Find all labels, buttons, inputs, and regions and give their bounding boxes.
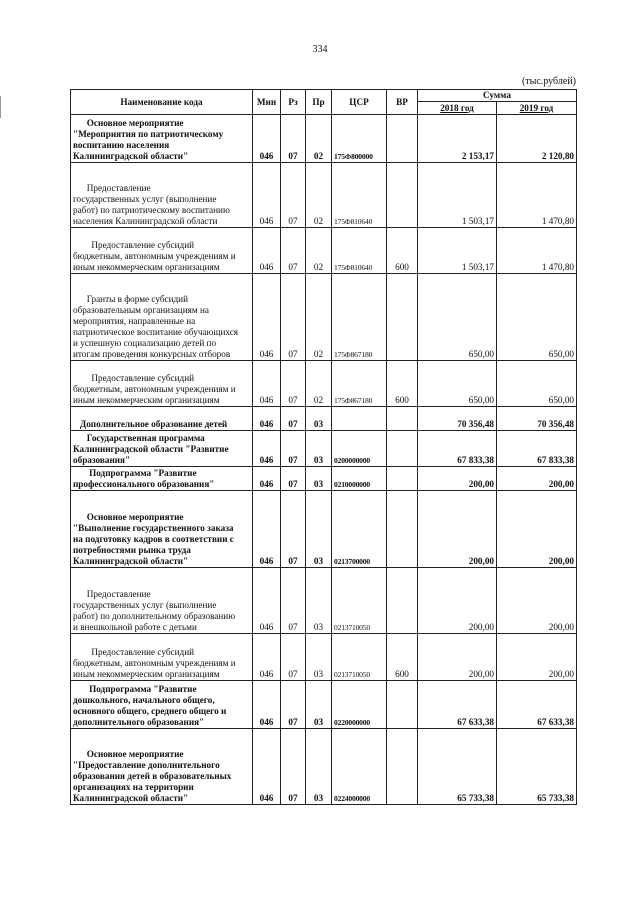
row-rz: 07 [281, 568, 306, 634]
row-vr [387, 431, 418, 467]
row-name: Основное мероприятие "Выполнение государственного заказа на подготовку кадров в соответствии с потребностями рынка труда Калининградской области" [71, 491, 253, 568]
row-amount-2018: 65 733,38 [418, 729, 497, 805]
row-min: 046 [253, 431, 281, 467]
row-min: 046 [253, 163, 281, 228]
table-row [71, 407, 577, 431]
row-amount-2019: 200,00 [497, 491, 577, 568]
row-pr: 02 [306, 274, 332, 361]
row-name: Предоставление субсидий бюджетным, автономным учреждениям и иным некоммерческим организациям [71, 228, 253, 274]
table-row [71, 681, 577, 729]
table-body [71, 115, 577, 805]
row-min: 046 [253, 568, 281, 634]
row-amount-2019: 650,00 [497, 274, 577, 361]
row-min: 046 [253, 274, 281, 361]
header-rz: Рз [281, 90, 306, 115]
row-csr [332, 407, 387, 431]
row-rz: 07 [281, 431, 306, 467]
row-name: Подпрограмма "Развитие дошкольного, начального общего, основного общего, среднего общего и дополнительного образования" [71, 681, 253, 729]
row-rz: 07 [281, 115, 306, 163]
row-amount-2019: 1 470,80 [497, 163, 577, 228]
table-row [71, 115, 577, 163]
row-csr: 0213710050 [332, 634, 387, 681]
table-row [71, 274, 577, 361]
row-name: Предоставление субсидий бюджетным, автономным учреждениям и иным некоммерческим организациям [71, 361, 253, 407]
row-vr: 600 [387, 361, 418, 407]
page-edge-mark [0, 96, 3, 118]
row-name: Предоставление государственных услуг (выполнение работ) по дополнительному образованию и внешкольной работе с детьми [71, 568, 253, 634]
row-pr: 02 [306, 228, 332, 274]
budget-table [70, 89, 577, 805]
row-vr [387, 729, 418, 805]
row-min: 046 [253, 491, 281, 568]
row-amount-2018: 200,00 [418, 568, 497, 634]
row-csr: 175Ф867180 [332, 361, 387, 407]
row-amount-2018: 67 833,38 [418, 431, 497, 467]
header-csr: ЦСР [332, 90, 387, 115]
row-vr: 600 [387, 634, 418, 681]
row-amount-2018: 67 633,38 [418, 681, 497, 729]
table-row [71, 163, 577, 228]
row-amount-2018: 1 503,17 [418, 163, 497, 228]
row-vr [387, 681, 418, 729]
row-name: Подпрограмма "Развитие профессионального образования" [71, 467, 253, 491]
row-vr [387, 163, 418, 228]
row-csr: 0200000000 [332, 431, 387, 467]
row-csr: 175Ф800000 [332, 115, 387, 163]
row-name: Гранты в форме субсидий образовательным организациям на мероприятия, направленные на патриотическое воспитание обучающихся и успешную социализацию детей по итогам проведения конкурсных отборов [71, 274, 253, 361]
table-row [71, 729, 577, 805]
row-min: 046 [253, 681, 281, 729]
table-row [71, 228, 577, 274]
header-pr: Пр [306, 90, 332, 115]
row-csr: 175Ф867180 [332, 274, 387, 361]
row-rz: 07 [281, 163, 306, 228]
table-row [71, 467, 577, 491]
row-name: Предоставление субсидий бюджетным, автономным учреждениям и иным некоммерческим организациям [71, 634, 253, 681]
row-amount-2019: 67 633,38 [497, 681, 577, 729]
row-pr: 03 [306, 491, 332, 568]
row-amount-2018: 2 153,17 [418, 115, 497, 163]
row-min: 046 [253, 729, 281, 805]
row-csr: 0213700000 [332, 491, 387, 568]
page-number: 334 [312, 44, 328, 55]
row-amount-2019: 200,00 [497, 467, 577, 491]
row-min: 046 [253, 634, 281, 681]
row-amount-2019: 70 356,48 [497, 407, 577, 431]
table-row [71, 491, 577, 568]
row-csr: 175Ф810640 [332, 228, 387, 274]
row-rz: 07 [281, 467, 306, 491]
row-rz: 07 [281, 361, 306, 407]
row-csr: 0210000000 [332, 467, 387, 491]
row-vr: 600 [387, 228, 418, 274]
row-min: 046 [253, 407, 281, 431]
row-vr [387, 407, 418, 431]
row-amount-2018: 650,00 [418, 274, 497, 361]
row-min: 046 [253, 115, 281, 163]
header-year-2019: 2019 год [497, 102, 577, 115]
row-csr: 0220000000 [332, 681, 387, 729]
row-amount-2018: 70 356,48 [418, 407, 497, 431]
row-rz: 07 [281, 634, 306, 681]
header-name: Наименование кода [71, 90, 253, 115]
row-rz: 07 [281, 491, 306, 568]
row-vr [387, 274, 418, 361]
row-csr: 175Ф810640 [332, 163, 387, 228]
row-csr: 0224000000 [332, 729, 387, 805]
row-vr [387, 467, 418, 491]
row-vr [387, 115, 418, 163]
table-header-row [71, 90, 577, 102]
row-amount-2019: 200,00 [497, 568, 577, 634]
header-vr: ВР [387, 90, 418, 115]
row-pr: 03 [306, 681, 332, 729]
row-name: Дополнительное образование детей [71, 407, 253, 431]
row-amount-2018: 200,00 [418, 491, 497, 568]
row-name: Основное мероприятие "Предоставление дополнительного образования детей в образовательных организациях на территории Калининградской области" [71, 729, 253, 805]
row-name: Государственная программа Калининградской области "Развитие образования" [71, 431, 253, 467]
header-sum: Сумма [418, 90, 577, 102]
row-min: 046 [253, 361, 281, 407]
row-amount-2018: 650,00 [418, 361, 497, 407]
row-amount-2019: 200,00 [497, 634, 577, 681]
row-amount-2019: 650,00 [497, 361, 577, 407]
row-pr: 02 [306, 115, 332, 163]
row-pr: 03 [306, 729, 332, 805]
row-amount-2018: 1 503,17 [418, 228, 497, 274]
row-rz: 07 [281, 274, 306, 361]
row-name: Основное мероприятие "Мероприятия по патриотическому воспитанию населения Калининградской области" [71, 115, 253, 163]
row-csr: 0213710050 [332, 568, 387, 634]
row-pr: 03 [306, 431, 332, 467]
row-amount-2019: 67 833,38 [497, 431, 577, 467]
row-pr: 03 [306, 467, 332, 491]
row-rz: 07 [281, 228, 306, 274]
row-pr: 03 [306, 568, 332, 634]
row-min: 046 [253, 467, 281, 491]
row-rz: 07 [281, 729, 306, 805]
row-pr: 03 [306, 634, 332, 681]
row-pr: 03 [306, 407, 332, 431]
row-min: 046 [253, 228, 281, 274]
row-vr [387, 491, 418, 568]
row-rz: 07 [281, 681, 306, 729]
table-row [71, 568, 577, 634]
header-year-2018: 2018 год [418, 102, 497, 115]
row-amount-2019: 2 120,80 [497, 115, 577, 163]
units-label: (тыс.рублей) [521, 76, 576, 87]
row-pr: 02 [306, 163, 332, 228]
row-amount-2018: 200,00 [418, 634, 497, 681]
row-amount-2019: 65 733,38 [497, 729, 577, 805]
row-rz: 07 [281, 407, 306, 431]
row-name: Предоставление государственных услуг (выполнение работ) по патриотическому воспитанию населения Калининградской области [71, 163, 253, 228]
header-min: Мин [253, 90, 281, 115]
table-row [71, 431, 577, 467]
table-row [71, 634, 577, 681]
row-pr: 02 [306, 361, 332, 407]
row-amount-2018: 200,00 [418, 467, 497, 491]
row-amount-2019: 1 470,80 [497, 228, 577, 274]
table-row [71, 361, 577, 407]
row-vr [387, 568, 418, 634]
